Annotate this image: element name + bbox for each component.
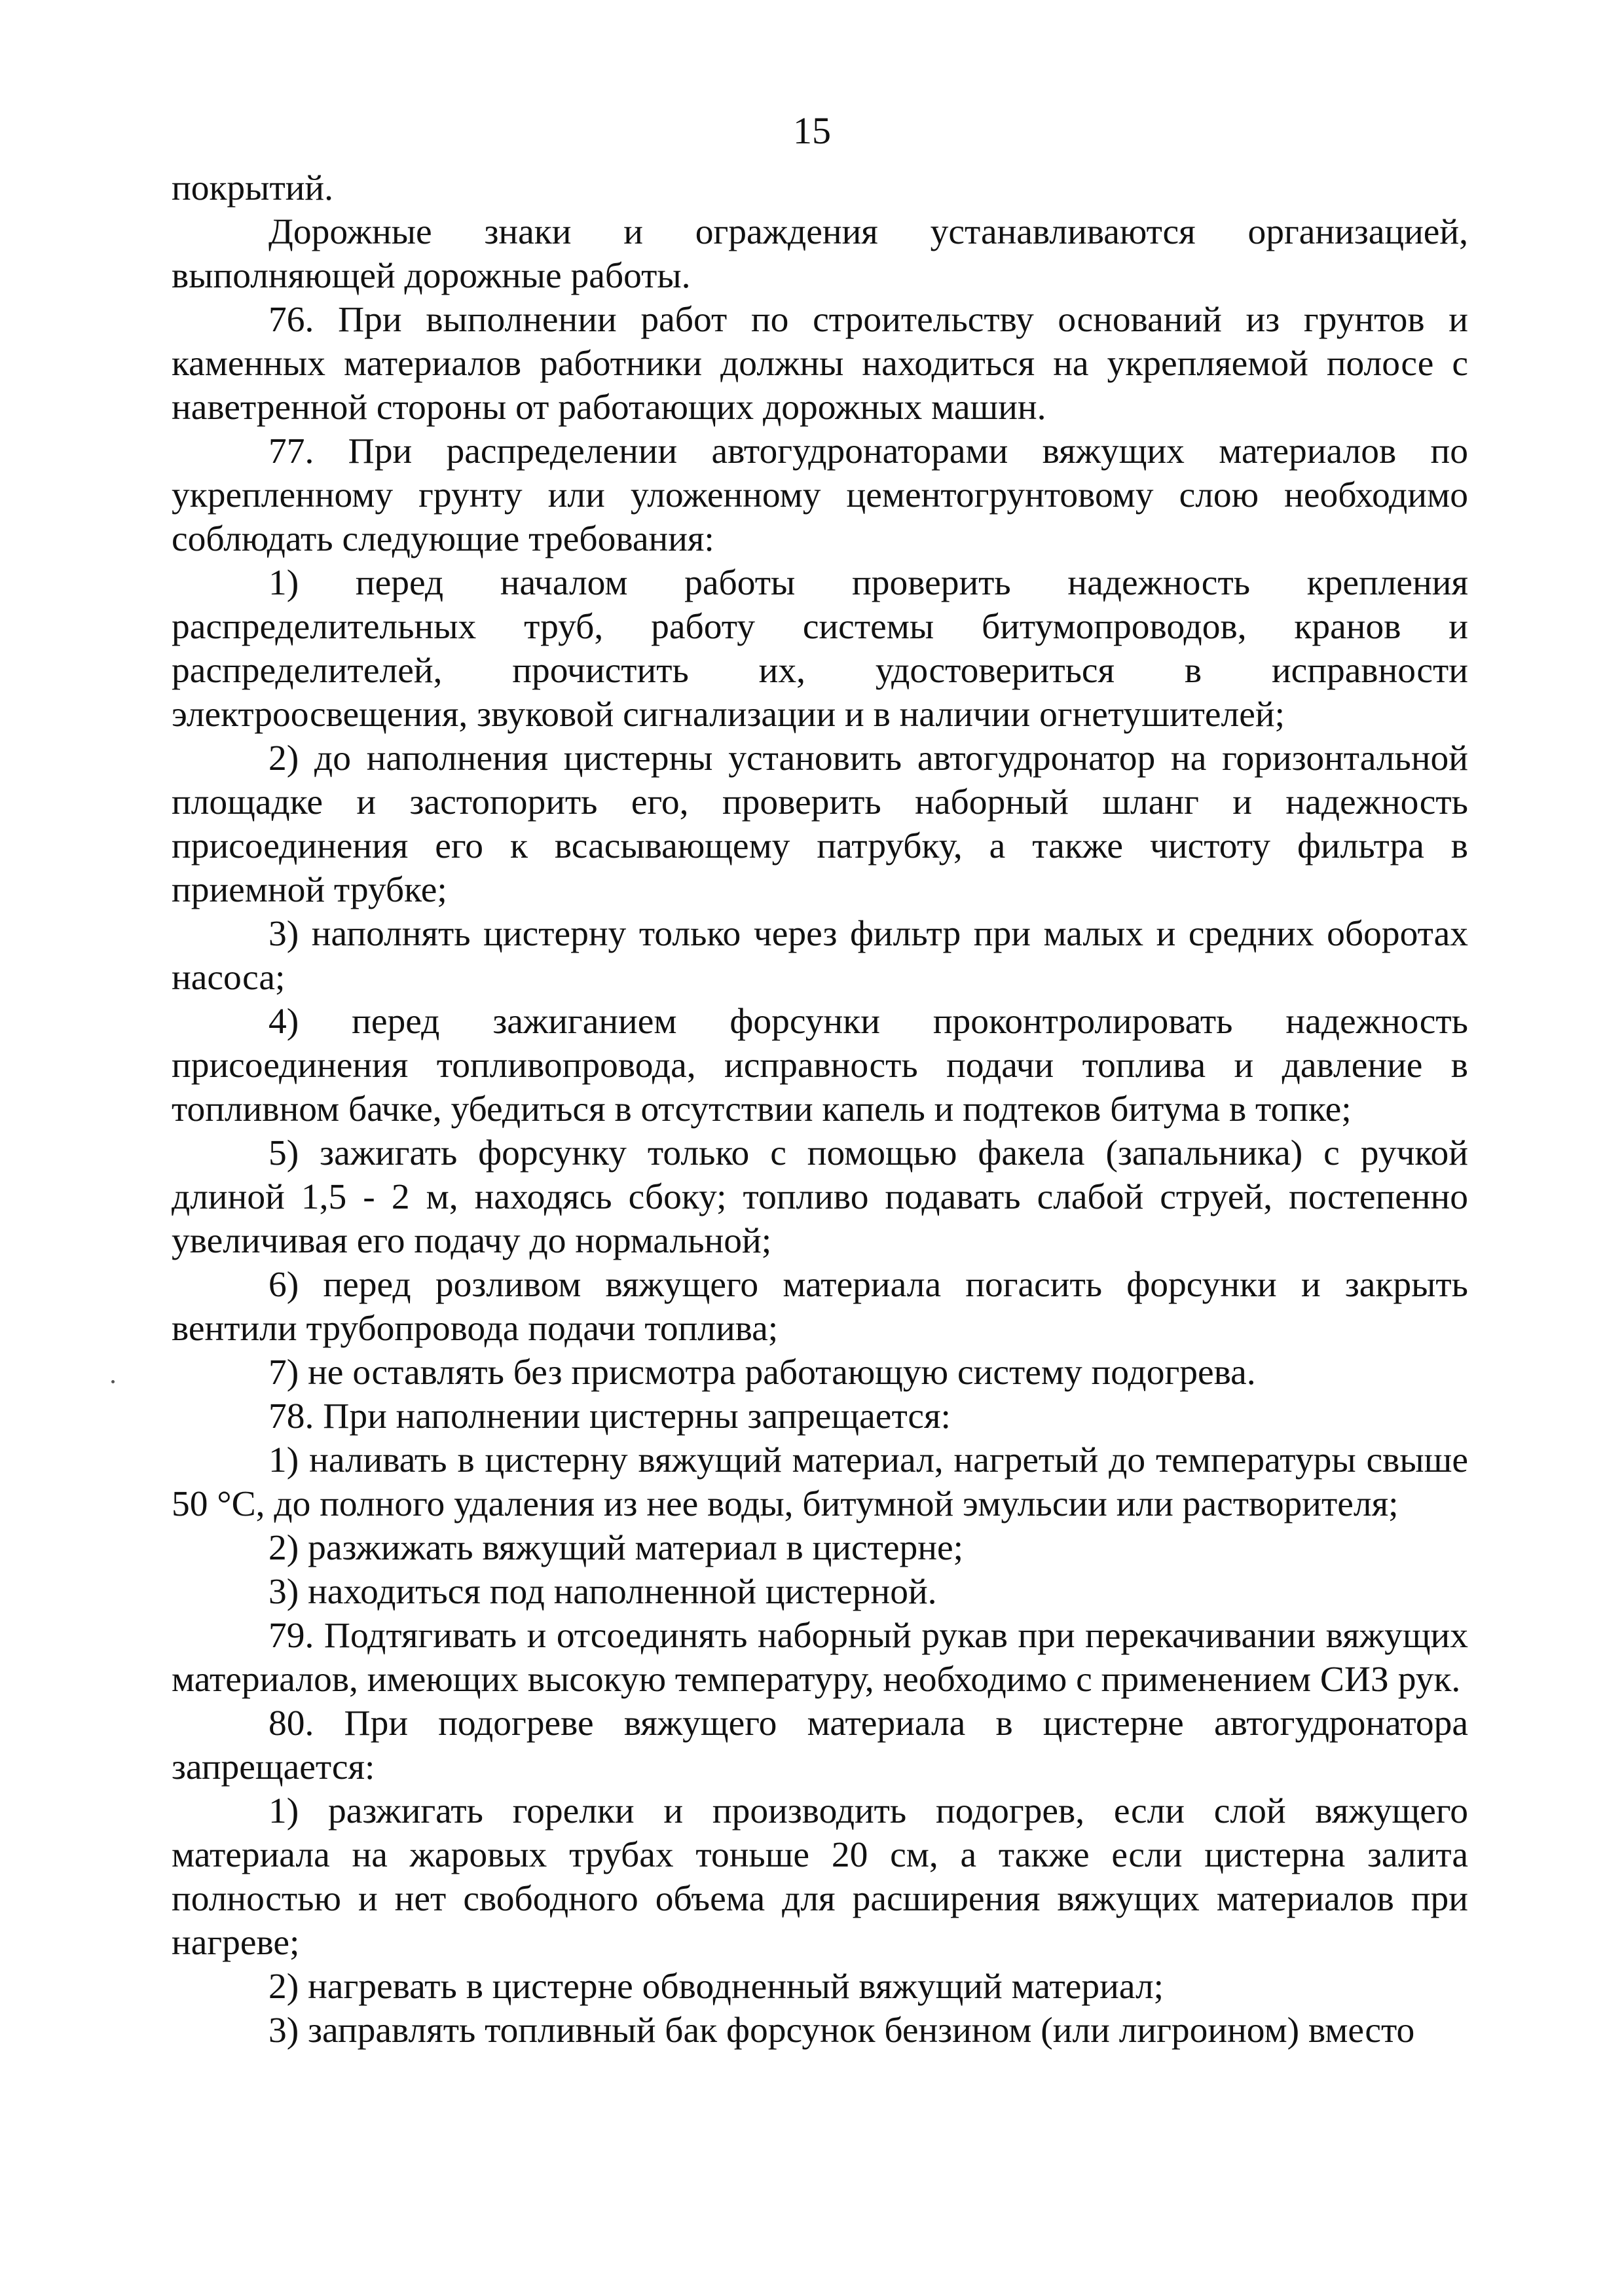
clause-77-item-3: 3) наполнять цистерну только через фильтр при малых и средних оборотах насоса;: [172, 914, 1468, 998]
clause-77-item-6: 6) перед розливом вяжущего материала погасить форсунки и закрыть вентили трубопровода подачи топлива;: [172, 1265, 1468, 1349]
clause-78-item-1: 1) наливать в цистерну вяжущий материал, нагретый до температуры свыше 50 °С, до полного удаления из нее воды, битумной эмульсии или растворителя;: [172, 1440, 1468, 1524]
clause-80-item-1: 1) разжигать горелки и производить подогрев, если слой вяжущего материала на жаровых трубах тоньше 20 см, а также если цистерна залита полностью и нет свободного объема для расширения вяжущих материалов при нагреве;: [172, 1791, 1468, 1963]
clause-77-item-4: 4) перед зажиганием форсунки проконтролировать надежность присоединения топливопровода, исправность подачи топлива и давление в топливном бачке, убедиться в отсутствии капель и подтеков битума в топке;: [172, 1002, 1468, 1129]
clause-80-item-2: 2) нагревать в цистерне обводненный вяжущий материал;: [268, 1967, 1164, 2007]
clause-80-item-3: 3) заправлять топливный бак форсунок бензином (или лигроином) вместо: [268, 2011, 1415, 2050]
clause-78-item-3: 3) находиться под наполненной цистерной.: [268, 1572, 937, 1612]
clause-78: 78. При наполнении цистерны запрещается:: [268, 1396, 951, 1436]
document-body: [172, 166, 1468, 2052]
paragraph-road-signs: Дорожные знаки и ограждения устанавливаются организацией, выполняющей дорожные работы.: [172, 212, 1468, 296]
clause-77-item-5: 5) зажигать форсунку только с помощью факела (запальника) с ручкой длиной 1,5 - 2 м, находясь сбоку; топливо подавать слабой струей, постепенно увеличивая его подачу до нормальной;: [172, 1133, 1468, 1261]
clause-76: 76. При выполнении работ по строительству оснований из грунтов и каменных материалов работники должны находиться на укрепляемой полосе с наветренной стороны от работающих дорожных машин.: [172, 300, 1468, 428]
clause-77-item-7: 7) не оставлять без присмотра работающую систему подогрева.: [268, 1353, 1256, 1393]
clause-77-item-1: 1) перед началом работы проверить надежность крепления распределительных труб, работу системы битумопроводов, кранов и распределителей, прочистить их, удостовериться в исправности электроосвещения, звуковой сигнализации и в наличии огнетушителей;: [172, 563, 1468, 735]
page-number: 15: [793, 109, 831, 152]
clause-77-item-2: 2) до наполнения цистерны установить автогудронатор на горизонтальной площадке и застопорить его, проверить наборный шланг и надежность присоединения его к всасывающему патрубку, а также чистоту фильтра в приемной трубке;: [172, 738, 1468, 910]
clause-77: 77. При распределении автогудронаторами вяжущих материалов по укрепленному грунту или уложенному цементогрунтовому слою необходимо соблюдать следующие требования:: [172, 431, 1468, 559]
paragraph-continuation: покрытий.: [172, 168, 333, 208]
scan-speck: [111, 1380, 115, 1383]
clause-79: 79. Подтягивать и отсоединять наборный рукав при перекачивании вяжущих материалов, имеющих высокую температуру, необходимо с применением СИЗ рук.: [172, 1616, 1468, 1700]
clause-78-item-2: 2) разжижать вяжущий материал в цистерне;: [268, 1528, 964, 1568]
clause-80: 80. При подогреве вяжущего материала в цистерне автогудронатора запрещается:: [172, 1704, 1468, 1787]
